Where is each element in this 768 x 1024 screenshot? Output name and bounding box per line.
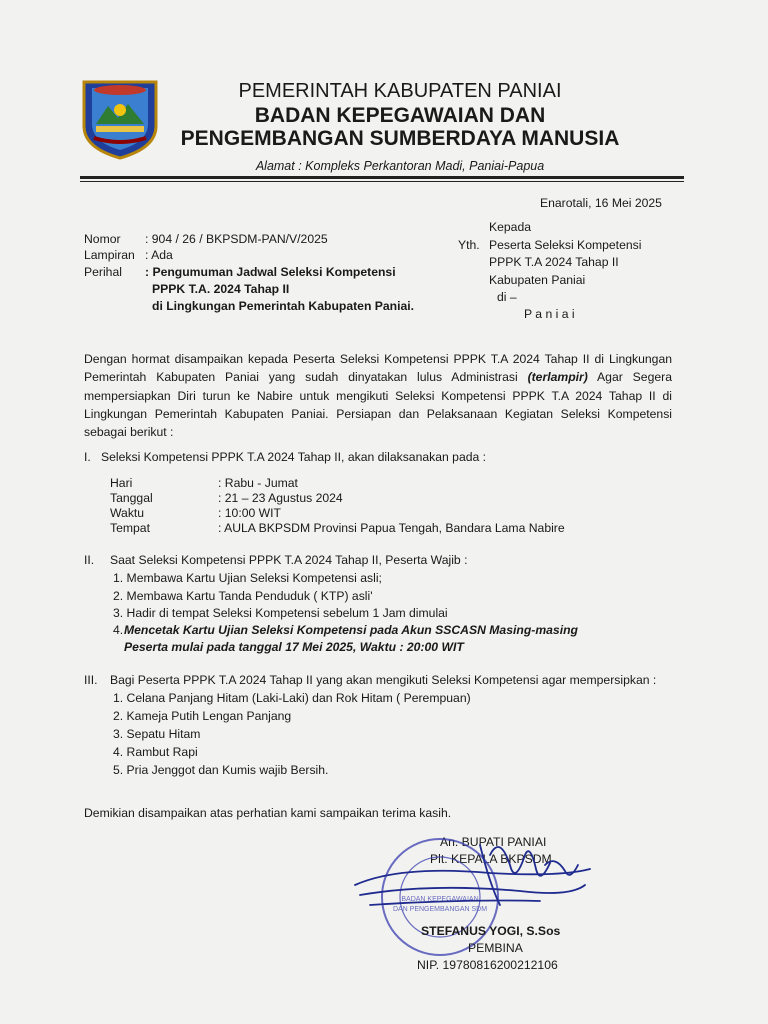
recipient-kepada: Kepada xyxy=(489,220,532,234)
schedule-time-label: Waktu xyxy=(110,506,145,520)
intro-emphasis: (terlampir) xyxy=(527,370,588,385)
nomor-value: : 904 / 26 / BKPSDM-PAN/V/2025 xyxy=(145,232,328,246)
dress-code-item-3: 3. Sepatu Hitam xyxy=(113,727,201,741)
perihal-line2: PPPK T.A. 2024 Tahap II xyxy=(152,282,290,296)
requirement-item-4-line1: Mencetak Kartu Ujian Seleksi Kompetensi pada Akun SSCASN Masing-masing xyxy=(124,623,578,637)
requirement-item-4-line2: Peserta mulai pada tanggal 17 Mei 2025, Waktu : 20:00 WIT xyxy=(124,640,464,654)
section3-title: Bagi Peserta PPPK T.A 2024 Tahap II yang akan mengikuti Seleksi Kompetensi agar mempersipkan : xyxy=(110,673,657,687)
recipient-line1: Peserta Seleksi Kompetensi xyxy=(489,238,642,252)
dress-code-item-2: 2. Kameja Putih Lengan Panjang xyxy=(113,709,292,723)
perihal-label: Perihal xyxy=(84,265,122,279)
dress-code-item-4: 4. Rambut Rapi xyxy=(113,745,198,759)
intro-text-part1: Dengan hormat disampaikan kepada Peserta Seleksi Kompetensi PPPK T.A 2024 Tahap II di Lingkungan Pemerintah Kabupaten Paniai yang sudah dinyatakan lulus Administrasi xyxy=(84,352,672,385)
letterhead-address: Alamat : Kompleks Perkantoran Madi, Paniai-Papua xyxy=(255,159,545,173)
nomor-label: Nomor xyxy=(84,232,121,246)
lampiran-value: : Ada xyxy=(145,248,173,262)
signatory-name: STEFANUS YOGI, S.Sos xyxy=(421,924,561,938)
section1-numeral: I. xyxy=(84,450,91,464)
perihal-line1: : Pengumuman Jadwal Seleksi Kompetensi xyxy=(145,265,396,279)
letter-date: Enarotali, 16 Mei 2025 xyxy=(540,196,662,210)
recipient-yth: Yth. xyxy=(458,238,480,252)
signatory-nip: NIP. 19780816200212106 xyxy=(417,958,558,972)
perihal-line3: di Lingkungan Pemerintah Kabupaten Paniai. xyxy=(152,299,415,313)
recipient-di: di – xyxy=(497,290,517,304)
letterhead-rule-thin xyxy=(80,181,684,182)
schedule-place-label: Tempat xyxy=(110,521,150,535)
signature-position-line2: Plt. KEPALA BKPSDM xyxy=(430,852,552,866)
intro-paragraph xyxy=(84,350,672,441)
section2-title: Saat Seleksi Kompetensi PPPK T.A 2024 Tahap II, Peserta Wajib : xyxy=(110,553,468,567)
intro-text-part2: Agar Segera mempersiapkan Diri turun ke Nabire untuk mengikuti Seleksi Kompetensi PPPK T.A 2024 Tahap II di Lingkungan Pemerintah Kabupaten Paniai. Persiapan dan Pelaksanaan Kegiatan Seleksi Kompetensi sebagai berikut : xyxy=(84,370,672,440)
signature-position-line1: An. BUPATI PANIAI xyxy=(440,835,547,849)
section1-title: Seleksi Kompetensi PPPK T.A 2024 Tahap II, akan dilaksanakan pada : xyxy=(101,450,487,464)
signatory-rank: PEMBINA xyxy=(468,941,523,955)
schedule-date-value: : 21 – 23 Agustus 2024 xyxy=(218,491,343,505)
recipient-line3: Kabupaten Paniai xyxy=(489,273,586,287)
recipient-place: P a n i a i xyxy=(524,307,575,321)
schedule-time-value: : 10:00 WIT xyxy=(218,506,281,520)
requirement-item-2: 2. Membawa Kartu Tanda Penduduk ( KTP) asli' xyxy=(113,589,373,603)
dress-code-item-5: 5. Pria Jenggot dan Kumis wajib Bersih. xyxy=(113,763,329,777)
letterhead-rule-thick xyxy=(80,176,684,179)
schedule-day-label: Hari xyxy=(110,476,133,490)
requirement-item-3: 3. Hadir di tempat Seleksi Kompetensi sebelum 1 Jam dimulai xyxy=(113,606,448,620)
svg-text:DAN PENGEMBANGAN SDM: DAN PENGEMBANGAN SDM xyxy=(392,906,488,913)
letterhead-government: PEMERINTAH KABUPATEN PANIAI xyxy=(238,80,562,102)
letterhead-agency-line1: BADAN KEPEGAWAIAN DAN xyxy=(254,104,546,127)
dress-code-item-1: 1. Celana Panjang Hitam (Laki-Laki) dan Rok Hitam ( Perempuan) xyxy=(113,691,471,705)
svg-text:BADAN KEPEGAWAIAN: BADAN KEPEGAWAIAN xyxy=(401,896,479,903)
requirement-item-4-number: 4. xyxy=(113,623,124,637)
section3-numeral: III. xyxy=(84,673,98,687)
recipient-line2: PPPK T.A 2024 Tahap II xyxy=(489,255,619,269)
schedule-day-value: : Rabu - Jumat xyxy=(218,476,298,490)
requirement-item-1: 1. Membawa Kartu Ujian Seleksi Kompetensi asli; xyxy=(113,571,382,585)
closing-sentence: Demikian disampaikan atas perhatian kami sampaikan terima kasih. xyxy=(84,806,452,820)
schedule-place-value: : AULA BKPSDM Provinsi Papua Tengah, Bandara Lama Nabire xyxy=(218,521,565,535)
section2-numeral: II. xyxy=(84,553,95,567)
letterhead-agency-line2: PENGEMBANGAN SUMBERDAYA MANUSIA xyxy=(180,127,620,150)
lampiran-label: Lampiran xyxy=(84,248,135,262)
schedule-date-label: Tanggal xyxy=(110,491,153,505)
